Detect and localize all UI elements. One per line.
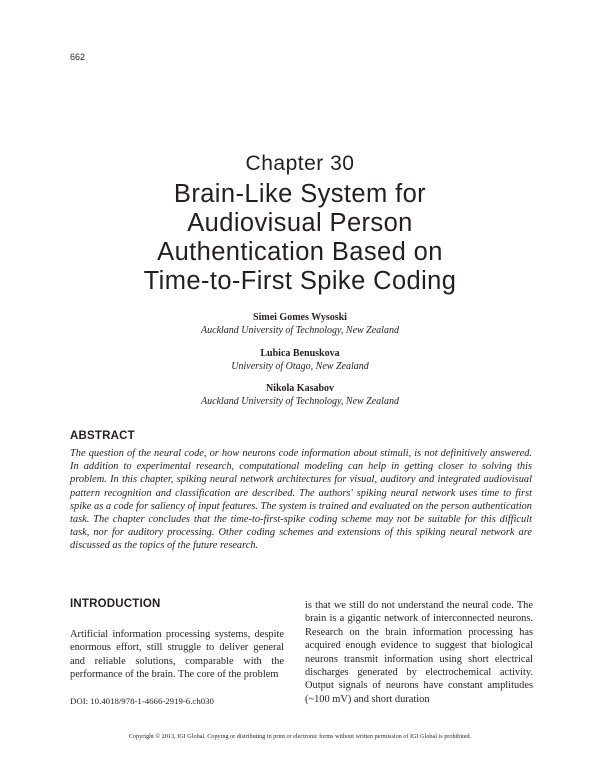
author-block xyxy=(0,311,600,337)
author-block xyxy=(0,382,600,408)
page-number: 662 xyxy=(70,52,86,62)
chapter-title xyxy=(60,180,540,296)
author-name: Simei Gomes Wysoski xyxy=(253,312,347,323)
abstract-body: The question of the neural code, or how neurons code information about stimuli, is not definitively answered. In addition to experimental research, computational modeling can help in getting closer to solving this problem. In this chapter, spiking neural network architectures for visual, auditory and integrated audiovisual pattern recognition and classification are described. The authors' spiking neural network uses time to first spike as a code for saliency of input features. The system is trained and evaluated on the person authentication task. The chapter concludes that the time-to-first-spike coding scheme may not be suitable for this difficult task, nor for auditory processing. Other coding schemes and extensions of this spiking neural network are discussed as the topics of the future research. xyxy=(70,448,532,552)
author-affiliation: Auckland University of Technology, New Zealand xyxy=(201,325,399,336)
chapter-label: Chapter 30 xyxy=(245,152,355,175)
doi: DOI: 10.4018/978-1-4666-2919-6.ch030 xyxy=(70,696,214,706)
author-name: Lubica Benuskova xyxy=(260,348,340,359)
introduction-right-column: is that we still do not understand the neural code. The brain is a gigantic network of interconnected neurons. Research on the brain information processing has acquired enough evidence to suggest that biological neurons transmit information using short electrical discharges generated by electrochemical activity. Output signals of neurons have constant amplitudes (~100 mV) and short duration xyxy=(305,600,533,705)
introduction-heading: INTRODUCTION xyxy=(70,598,161,610)
chapter-title-line: Brain-Like System for xyxy=(173,180,427,208)
author-block xyxy=(0,347,600,373)
chapter-title-line: Authentication Based on xyxy=(157,238,443,266)
author-name: Nikola Kasabov xyxy=(265,383,335,394)
copyright-notice: Copyright © 2013, IGI Global. Copying or distributing in print or electronic forms without written permission of IGI Global is prohibited. xyxy=(128,733,472,740)
introduction-left-column: Artificial information processing systems, despite enormous effort, still struggle to deliver general and reliable solutions, comparable with the performance of the brain. The core of the problem xyxy=(70,629,284,681)
chapter-title-line: Audiovisual Person xyxy=(187,209,413,237)
chapter-title-line: Time-to-First Spike Coding xyxy=(143,267,457,295)
abstract-heading: ABSTRACT xyxy=(70,430,135,442)
author-affiliation: University of Otago, New Zealand xyxy=(231,361,369,372)
author-affiliation: Auckland University of Technology, New Zealand xyxy=(201,396,399,407)
